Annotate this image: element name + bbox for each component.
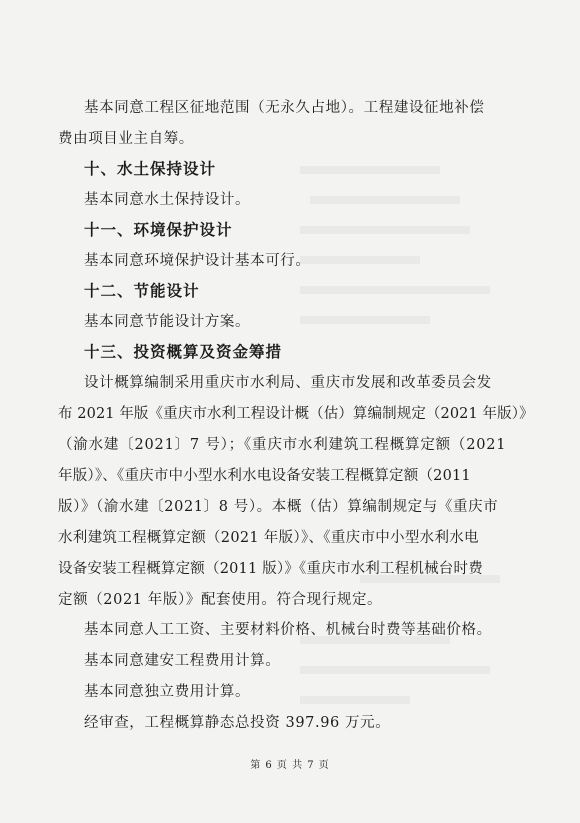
show-through-line — [300, 666, 490, 674]
paragraph-environment: 基本同意环境保护设计基本可行。 — [84, 253, 311, 269]
show-through-line — [300, 226, 470, 234]
heading-investment: 十三、投资概算及资金筹措 — [84, 343, 283, 361]
show-through-line — [300, 286, 490, 294]
show-through-line — [310, 196, 460, 204]
show-through-line — [300, 166, 440, 174]
paragraph-investment-line-8: 定额（2021 年版）》配套使用。符合现行规定。 — [58, 592, 383, 608]
heading-environment: 十一、环境保护设计 — [84, 221, 233, 239]
paragraph-investment-line-7: 设备安装工程概算定额（2011 版）》《重庆市水利工程机械台时费 — [58, 561, 483, 577]
heading-soil-conservation: 十、水土保持设计 — [84, 160, 217, 178]
paragraph-investment-line-2: 布 2021 年版《重庆市水利工程设计概（估）算编制规定（2021 年版）》 — [58, 406, 534, 422]
show-through-line — [300, 256, 420, 264]
paragraph-investment-line-6: 水利建筑工程概算定额（2021 年版）》、《重庆市中小型水利水电 — [58, 530, 479, 546]
show-through-line — [300, 696, 410, 704]
paragraph-base-prices: 基本同意人工工资、主要材料价格、机械台时费等基础价格。 — [84, 622, 492, 638]
paragraph-construction-cost: 基本同意建安工程费用计算。 — [84, 653, 281, 669]
paragraph-investment-line-1: 设计概算编制采用重庆市水利局、重庆市发展和改革委员会发 — [84, 375, 492, 391]
heading-energy-saving: 十二、节能设计 — [84, 282, 200, 300]
show-through-line — [300, 316, 430, 324]
paragraph-investment-line-5: 版）》（渝水建〔2021〕8 号）。本概（估）算编制规定与《重庆市 — [58, 499, 499, 515]
paragraph-land-line-2: 费由项目业主自筹。 — [58, 131, 194, 147]
paragraph-investment-line-3: （渝水建〔2021〕7 号）；《重庆市水利建筑工程概算定额（2021 — [58, 437, 507, 453]
paragraph-energy-saving: 基本同意节能设计方案。 — [84, 314, 251, 330]
paragraph-land-line-1: 基本同意工程区征地范围（无永久占地）。工程建设征地补偿 — [84, 100, 485, 116]
paragraph-investment-line-4: 年版）》、《重庆市中小型水利水电设备安装工程概算定额（2011 — [58, 468, 471, 484]
paragraph-independent-cost: 基本同意独立费用计算。 — [84, 684, 251, 700]
page-number: 第 6 页 共 7 页 — [250, 760, 330, 771]
paragraph-total-investment: 经审查，工程概算静态总投资 397.96 万元。 — [84, 715, 391, 731]
paragraph-soil-conservation: 基本同意水土保持设计。 — [84, 192, 251, 208]
